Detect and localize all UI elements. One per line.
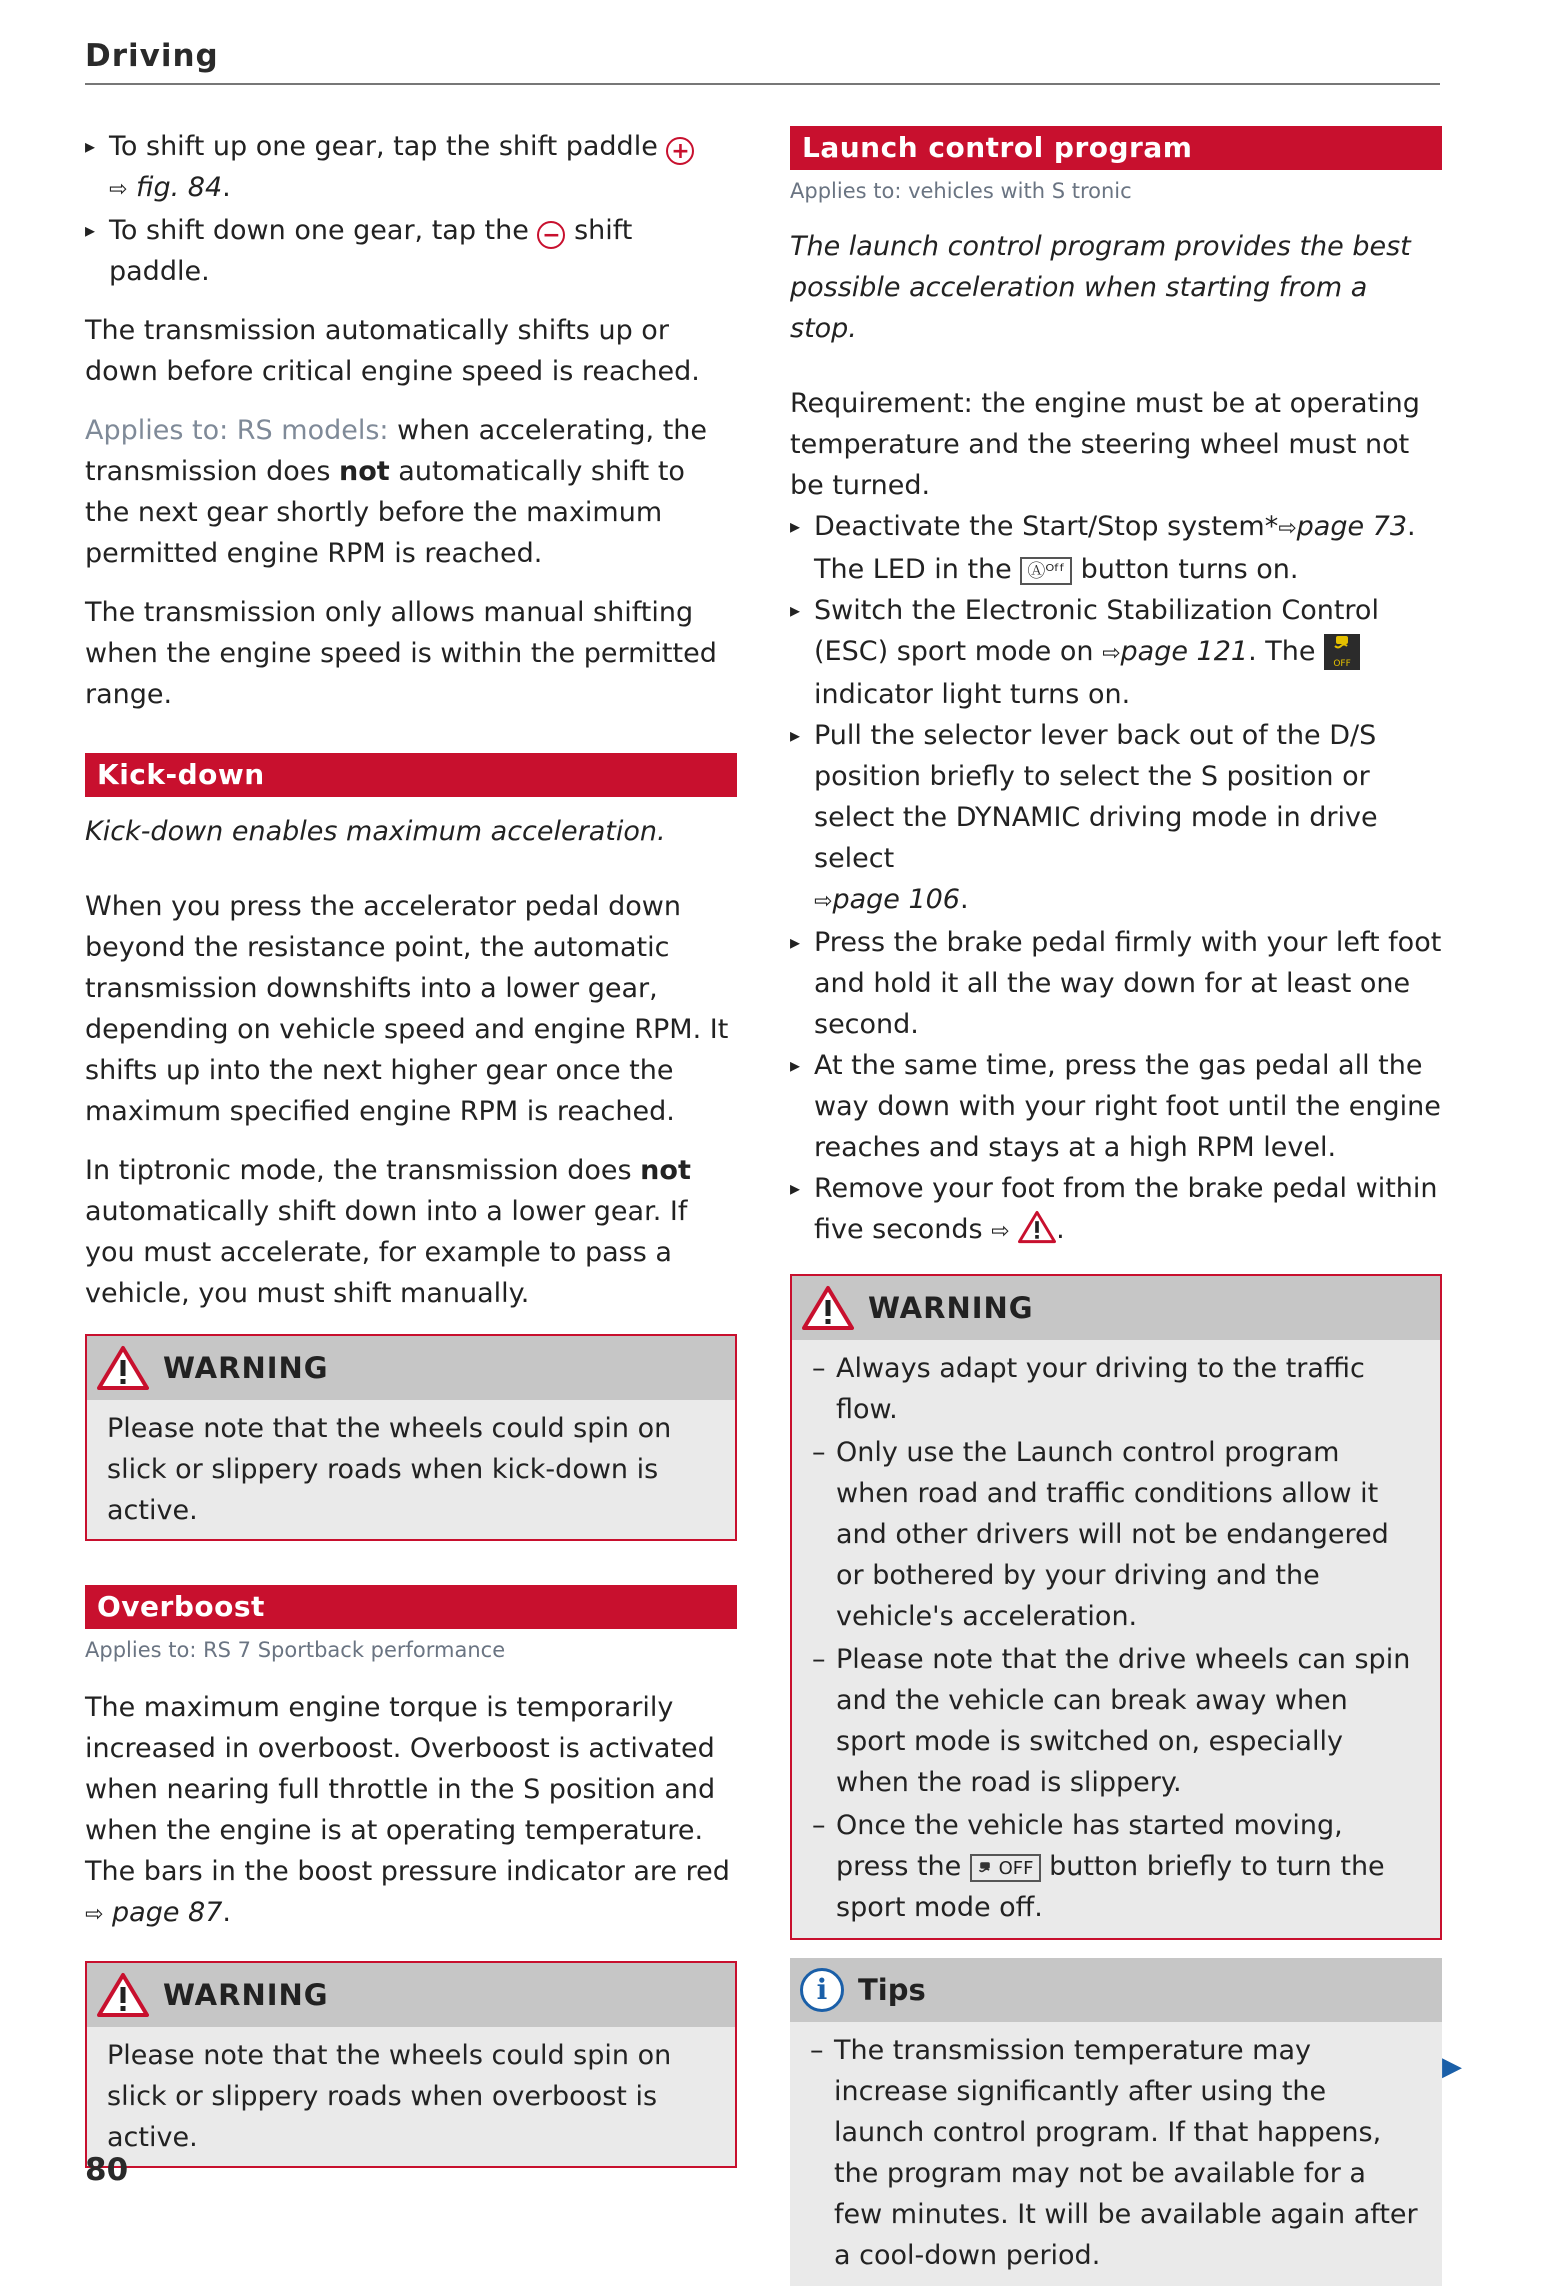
running-head: Driving [85,38,219,74]
shift-steps [85,126,737,292]
overboost-warning-box [85,1961,737,2168]
kickdown-warning-header [87,1336,735,1400]
header-rule [85,83,1440,85]
plus-paddle-icon: + [666,137,694,165]
launch-step-startstop: ▸ Deactivate the Start/Stop system*⇨page 73. The LED in the Ⓐᴼᶠᶠ button turns on. [790,506,1442,590]
car-skid-icon [977,1860,993,1874]
tips-header [790,1958,1442,2022]
warning-item: – Please note that the drive wheels can spin and the vehicle can break away when sport mode is switched on, especially when the road is slippery. [812,1639,1420,1803]
minus-paddle-icon: − [537,221,565,249]
arrow-icon: ⇨ [85,1902,104,1927]
launch-warning-box [790,1274,1442,1940]
arrow-icon: ⇨ [991,1219,1010,1244]
fig-84-link[interactable]: fig. 84 [136,172,223,203]
launch-step-selector: ▸ Pull the selector lever back out of the D/S position briefly to select the S position or select the DYNAMIC driving mode in drive select ⇨page 106. [790,715,1442,922]
tips-box [790,1958,1442,2286]
kickdown-intro: Kick-down enables maximum acceleration. [85,816,666,847]
overboost-warning-header [87,1963,735,2027]
launch-warning-body [792,1340,1440,1938]
rs-models-paragraph: Applies to: RS models: when accelerating, the transmission does not automatically shift to the next gear shortly before the maximum permitted engine RPM is reached. [85,415,708,569]
page-87-link[interactable]: page 87 [112,1897,223,1928]
launch-step-release: ▸ Remove your foot from the brake pedal within five seconds ⇨ . [790,1168,1442,1252]
warning-item: – Once the vehicle has started moving, press the OFF button briefly to turn the sport mode off. [812,1805,1420,1928]
tips-title: Tips [858,1973,926,2007]
launch-steps [790,506,1442,1252]
tips-body [790,2022,1442,2286]
page-121-link[interactable]: page 121 [1120,636,1249,667]
esc-off-indicator-icon: OFF [1324,634,1360,670]
arrow-icon: ⇨ [1102,641,1121,666]
launch-warning-header [792,1276,1440,1340]
info-icon: i [800,1968,844,2012]
shift-down-step: ▸ To shift down one gear, tap the − shift paddle. [85,210,737,292]
start-stop-button-icon: Ⓐᴼᶠᶠ [1020,557,1072,585]
launch-control-heading: Launch control program [790,126,1442,170]
right-column [790,126,1442,2286]
car-skid-icon [1332,634,1352,650]
warning-title: WARNING [163,1978,329,2012]
overboost-warning-text: Please note that the wheels could spin on slick or slippery roads when overboost is active. [107,2040,672,2153]
arrow-icon: ⇨ [814,889,833,914]
tip-item: – The transmission temperature may increase significantly after using the launch control program. If that happens, the program may not be available for a few minutes. It will be available again after a cool-down period. [810,2030,1422,2276]
kickdown-heading: Kick-down [85,753,737,797]
arrow-icon: ⇨ [109,177,128,202]
shift-up-step: ▸ To shift up one gear, tap the shift paddle + ⇨ fig. 84. [85,126,737,210]
tiptronic-paragraph: In tiptronic mode, the transmission does not automatically shift down into a lower gear. If you must accelerate, for example to pass a vehicle, you must shift manually. [85,1155,691,1309]
page-number: 80 [85,2152,129,2188]
arrow-icon: ⇨ [1278,516,1297,541]
launch-warning-list [812,1348,1420,1928]
tips-list [810,2030,1422,2276]
launch-step-brake: ▸ Press the brake pedal firmly with your left foot and hold it all the way down for at least one second. [790,922,1442,1045]
warning-item: – Always adapt your driving to the traffic flow. [812,1348,1420,1430]
warning-triangle-icon [802,1285,854,1331]
auto-shift-paragraph: The transmission automatically shifts up or down before critical engine speed is reached. [85,315,700,387]
launch-requirement: Requirement: the engine must be at operating temperature and the steering wheel must not be turned. [790,388,1420,501]
applies-rs-models: Applies to: RS models: [85,415,389,446]
overboost-applies: Applies to: RS 7 Sportback performance [85,1638,506,1662]
overboost-heading: Overboost [85,1585,737,1629]
warning-triangle-icon [97,1345,149,1391]
kickdown-warning-text: Please note that the wheels could spin on slick or slippery roads when kick-down is active. [107,1413,672,1526]
warning-triangle-icon[interactable] [1018,1210,1056,1244]
kickdown-warning-box [85,1334,737,1541]
manual-shifting-paragraph: The transmission only allows manual shifting when the engine speed is within the permitted range. [85,597,717,710]
launch-applies: Applies to: vehicles with S tronic [790,179,1132,203]
warning-item: – Only use the Launch control program when road and traffic conditions allow it and other drivers will not be endangered or bothered by your driving and the vehicle's acceleration. [812,1432,1420,1637]
launch-step-esc: ▸ Switch the Electronic Stabilization Control (ESC) sport mode on ⇨page 121. The OFF indicator light turns on. [790,590,1442,715]
warning-title: WARNING [163,1351,329,1385]
page-73-link[interactable]: page 73 [1296,511,1408,542]
launch-intro: The launch control program provides the best possible acceleration when starting from a stop. [790,231,1411,344]
launch-step-gas: ▸ At the same time, press the gas pedal all the way down with your right foot until the engine reaches and stays at a high RPM level. [790,1045,1442,1168]
page-106-link[interactable]: page 106 [832,884,960,915]
warning-title: WARNING [868,1291,1034,1325]
continue-arrow-icon: ▶ [1442,2052,1462,2082]
overboost-paragraph: The maximum engine torque is temporarily increased in overboost. Overboost is activated when nearing full throttle in the S position and when the engine is at operating temperature. The bars in the boost pressure indicator are red ⇨ page 87. [85,1692,730,1928]
left-column [85,126,737,2168]
warning-triangle-icon [97,1972,149,2018]
kickdown-paragraph: When you press the accelerator pedal down beyond the resistance point, the automatic transmission downshifts into a lower gear, depending on vehicle speed and engine RPM. It shifts up into the next higher gear once the maximum specified engine RPM is reached. [85,891,729,1127]
esc-off-button-icon: OFF [970,1854,1041,1882]
